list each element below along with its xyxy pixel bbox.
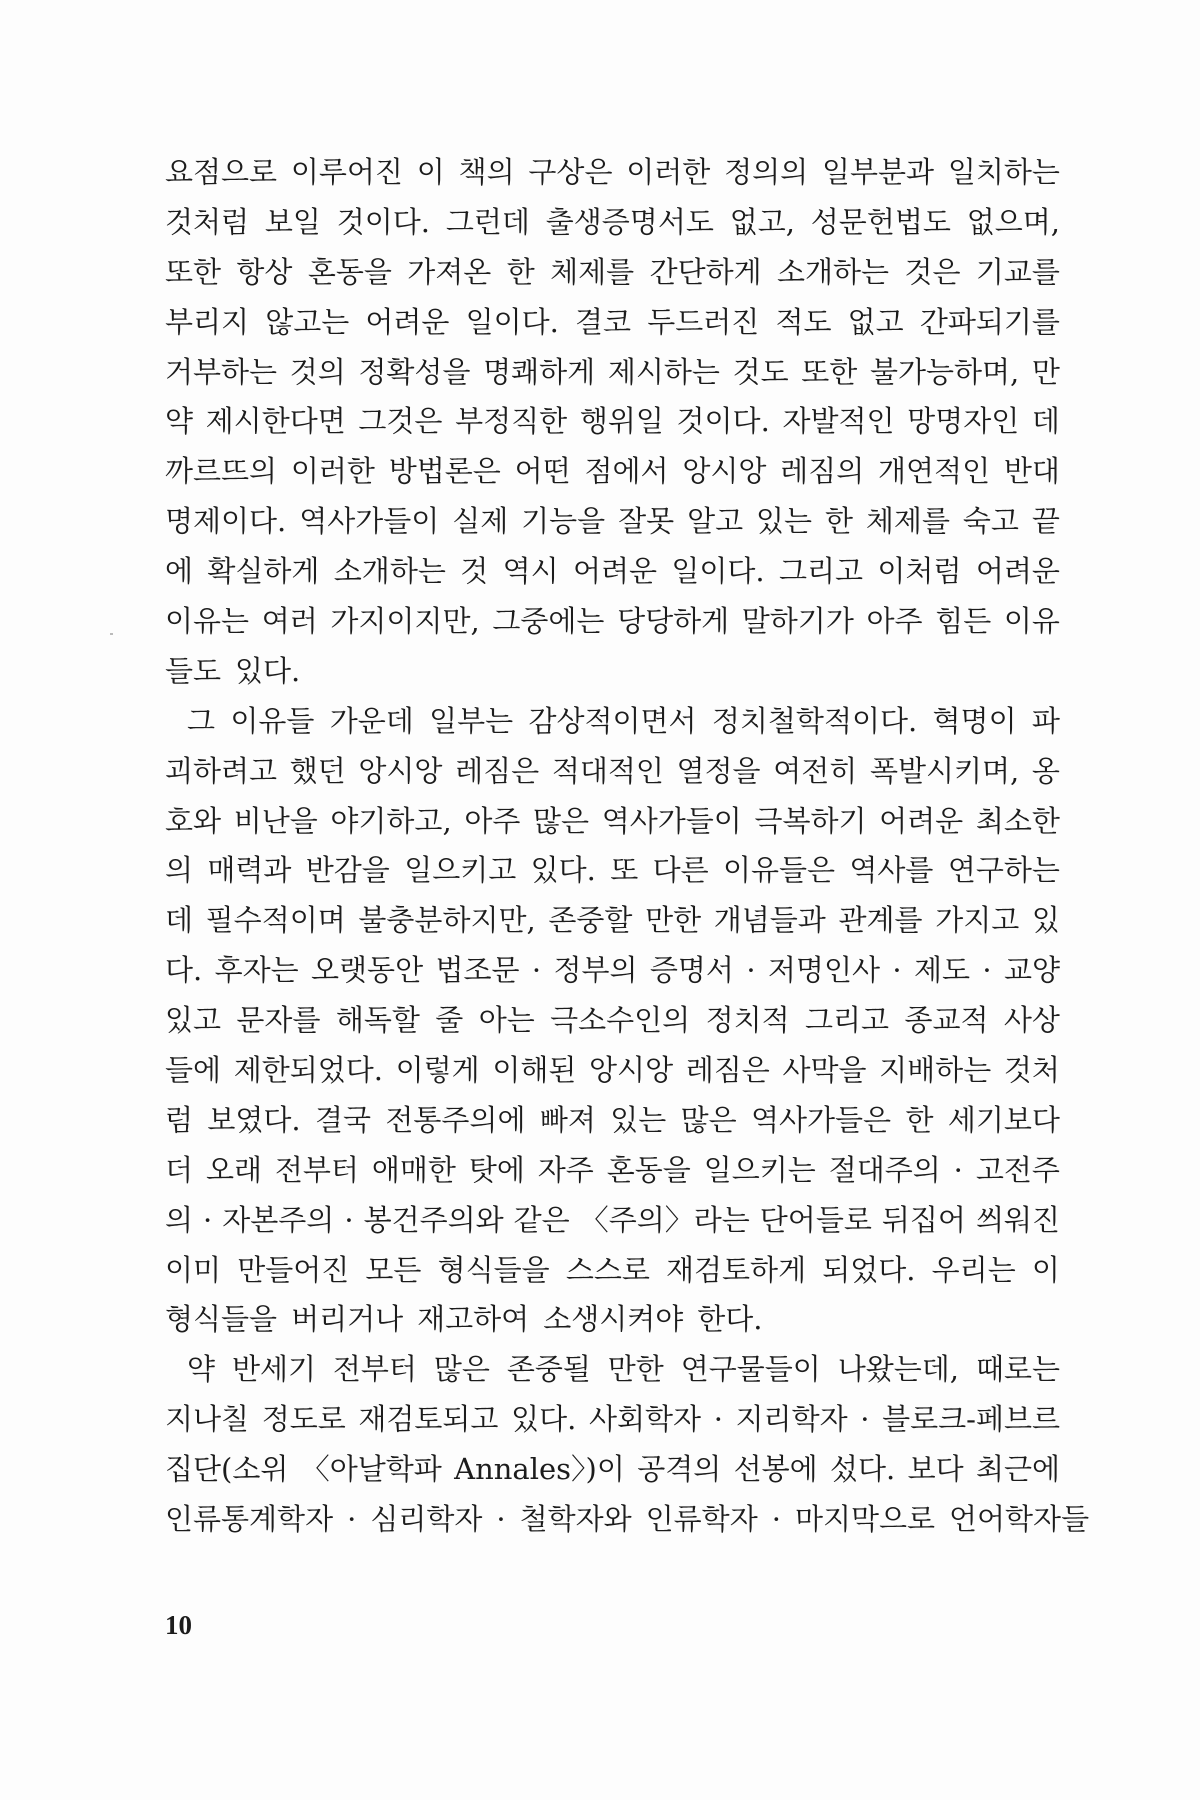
word: 절대주의 xyxy=(828,1152,941,1187)
word: 애매한 xyxy=(371,1152,456,1187)
word: 체제를 xyxy=(865,504,950,539)
word: 재고하여 xyxy=(417,1302,530,1337)
word: 극복하기 xyxy=(754,803,867,838)
word: 한 xyxy=(905,1102,934,1137)
word: 것처럼 xyxy=(165,204,250,239)
word: 간파되기를 xyxy=(919,304,1060,339)
word: 인류통계학자 xyxy=(165,1502,334,1537)
text-line xyxy=(165,348,1060,398)
word: 간단하게 xyxy=(649,254,762,289)
word: 사막을 xyxy=(782,1053,867,1088)
word: 아는 xyxy=(478,1003,535,1038)
paragraph xyxy=(165,148,1060,697)
word: 존중할 xyxy=(548,903,633,938)
text-line xyxy=(165,547,1060,597)
word: 전부터 xyxy=(274,1152,359,1187)
word: 불충분하지만, xyxy=(358,903,536,938)
text-line xyxy=(165,1345,1060,1395)
word: 부정직한 xyxy=(455,404,568,439)
word: 부리지 xyxy=(165,304,250,339)
word: 어려운 xyxy=(879,803,964,838)
word: 만한 xyxy=(645,903,702,938)
word: 봉건주의와 xyxy=(363,1202,504,1237)
word: 단어들로 xyxy=(759,1202,872,1237)
margin-mark xyxy=(110,633,113,635)
word: 가져온 xyxy=(407,254,492,289)
word: 앙시앙 xyxy=(682,454,767,489)
text-line xyxy=(165,946,1060,996)
word: 호와 xyxy=(165,803,222,838)
word: 또한 xyxy=(801,354,858,389)
word: 재검토하게 xyxy=(666,1252,807,1287)
text-line xyxy=(165,198,1060,248)
word: 힘든 xyxy=(935,604,992,639)
word: 이미 xyxy=(165,1252,222,1287)
word: 그런데 xyxy=(445,204,530,239)
word: 괴하려고 xyxy=(165,753,278,788)
word: 앙시앙 xyxy=(358,753,443,788)
paragraph xyxy=(165,1345,1090,1545)
word: 까르뜨의 xyxy=(165,454,278,489)
word: 버리거나 xyxy=(291,1302,404,1337)
word: 역시 xyxy=(502,554,559,589)
word: 최근에 xyxy=(975,1452,1060,1487)
word: 형식들을 xyxy=(165,1302,278,1337)
word: 소개하는 xyxy=(777,254,890,289)
word: 많은 xyxy=(433,1352,490,1387)
word: 불가능하며, xyxy=(869,354,1020,389)
word: 들도 xyxy=(165,653,222,688)
word: 이렇게 xyxy=(395,1053,480,1088)
word: 나왔는데, xyxy=(837,1352,960,1387)
word: 실제 xyxy=(452,504,509,539)
word: · xyxy=(771,1502,781,1537)
word: 관계를 xyxy=(838,903,923,938)
word: · xyxy=(496,1502,506,1537)
word: 재검토되고 xyxy=(358,1402,499,1437)
word: 아주 xyxy=(866,604,923,639)
word: 일부분과 xyxy=(822,155,935,189)
paragraph xyxy=(165,697,1060,1346)
text-line xyxy=(165,497,1060,547)
word: 최소한 xyxy=(975,803,1060,838)
word: 뒤집어 xyxy=(881,1202,966,1237)
word: 선봉에 xyxy=(733,1452,818,1487)
word: 스스로 xyxy=(565,1252,650,1287)
word: · xyxy=(746,953,756,988)
word: · xyxy=(892,953,902,988)
word: 있다. xyxy=(235,653,301,688)
word: · xyxy=(531,953,542,988)
text-line xyxy=(165,397,1060,447)
word: 들에 xyxy=(165,1053,222,1088)
word: 제한되었다. xyxy=(233,1053,383,1088)
word: 일이다. xyxy=(465,304,559,339)
word: 있다. xyxy=(530,853,596,888)
word: 파 xyxy=(1031,703,1060,738)
word: 정치적 xyxy=(705,1003,790,1038)
word: 것이다. xyxy=(336,204,431,239)
word: 심리학자 xyxy=(370,1502,483,1537)
word: 비난을 xyxy=(233,803,318,838)
word: 혼동을 xyxy=(606,1152,691,1187)
word: 여러 xyxy=(261,604,318,639)
word: 역사가들이 xyxy=(601,803,742,838)
word: 앙시앙 xyxy=(589,1053,674,1088)
word: 만들어진 xyxy=(237,1252,350,1287)
word: 우리는 xyxy=(931,1252,1016,1287)
word: 일으키는 xyxy=(703,1152,816,1187)
word: 기능을 xyxy=(521,504,606,539)
word: 문자를 xyxy=(236,1003,321,1038)
word: 보다 xyxy=(907,1452,964,1487)
text-line xyxy=(165,1295,1060,1345)
word: 않고는 xyxy=(265,304,350,339)
word: 있 xyxy=(1031,903,1060,938)
word: 같은 xyxy=(513,1202,570,1237)
word: 아주 xyxy=(464,803,521,838)
word: 이처럼 xyxy=(877,554,962,589)
word: 일치하는 xyxy=(947,155,1060,189)
word: 빠져 xyxy=(539,1102,596,1137)
word: 더 xyxy=(165,1152,194,1187)
text-line xyxy=(165,1495,1090,1545)
word: 제시하는 xyxy=(607,354,720,389)
word: · xyxy=(953,1152,963,1187)
word: 것은 xyxy=(904,254,961,289)
word: 때로는 xyxy=(975,1352,1060,1387)
word: 고전주 xyxy=(975,1152,1060,1187)
word: 감상적이면서 xyxy=(528,703,697,738)
word: 에 xyxy=(165,554,194,589)
text-line xyxy=(165,1445,1060,1495)
word: 전통주의에 xyxy=(385,1102,526,1137)
word: 것이다. xyxy=(676,404,770,439)
word: 요점으로 xyxy=(165,155,278,189)
word: 명제이다. xyxy=(165,504,287,539)
word: 〈아날학파 xyxy=(300,1452,442,1487)
word: 이 xyxy=(416,155,445,189)
word: 자발적인 xyxy=(782,404,895,439)
text-line xyxy=(165,697,1060,747)
word: 것의 xyxy=(289,354,346,389)
word: 세기보다 xyxy=(947,1102,1060,1137)
word: 연구하는 xyxy=(947,853,1060,888)
word: 어려운 xyxy=(975,554,1060,589)
word: 점에서 xyxy=(584,454,669,489)
text-line xyxy=(165,896,1060,946)
word: 역사가들은 xyxy=(751,1102,892,1137)
word: 가지이지만, xyxy=(330,604,480,639)
word: 없으며, xyxy=(966,204,1060,239)
word: 결국 xyxy=(315,1102,372,1137)
word: 이 xyxy=(1031,1252,1060,1287)
word: 제시한다면 xyxy=(205,404,346,439)
word: 많은 xyxy=(533,803,590,838)
word: 소생시켜야 xyxy=(543,1302,684,1337)
word: 사회학자 xyxy=(588,1402,702,1437)
word: 다른 xyxy=(652,853,709,888)
word: 모든 xyxy=(365,1252,422,1287)
word: 그것은 xyxy=(358,404,443,439)
word: 그리고 xyxy=(779,554,864,589)
word: · xyxy=(982,953,992,988)
word: 것 xyxy=(460,554,489,589)
word: 증명서 xyxy=(649,953,734,988)
word: 정의의 xyxy=(724,155,809,189)
word: 또한 xyxy=(165,254,222,289)
text-line xyxy=(165,1196,1060,1246)
word: 정치철학적이다. xyxy=(711,703,918,738)
word: 기교를 xyxy=(975,254,1060,289)
word: 적도 xyxy=(775,304,832,339)
word: 있는 xyxy=(610,1102,667,1137)
text-line xyxy=(165,298,1060,348)
text-line xyxy=(165,846,1060,896)
word: 역사가들이 xyxy=(299,504,440,539)
word: 혼동을 xyxy=(307,254,392,289)
word: 또 xyxy=(610,853,639,888)
word: 데 xyxy=(165,903,194,938)
word: 레짐의 xyxy=(780,454,865,489)
word: 인류학자 xyxy=(645,1502,758,1537)
word: 일부는 xyxy=(429,703,514,738)
word: 약 xyxy=(187,1352,216,1387)
word: 집단(소위 xyxy=(165,1452,289,1487)
word: · xyxy=(713,1402,723,1437)
word: 의 xyxy=(165,1202,194,1237)
word: 가운데 xyxy=(329,703,414,738)
word: 항상 xyxy=(236,254,293,289)
word: 책의 xyxy=(458,155,515,189)
word: 열정을 xyxy=(676,753,761,788)
word: 필수적이며 xyxy=(205,903,346,938)
word: 일이다. xyxy=(671,554,765,589)
word: 이루어진 xyxy=(290,155,403,189)
word: 없고 xyxy=(847,304,904,339)
text-line xyxy=(165,1395,1060,1445)
word: 혁명이 xyxy=(932,703,1017,738)
word: 탓에 xyxy=(468,1152,525,1187)
word: 자주 xyxy=(537,1152,594,1187)
word: 일으키고 xyxy=(404,853,517,888)
text-line xyxy=(165,1096,1060,1146)
word: 없고, xyxy=(729,204,795,239)
word: 있고 xyxy=(165,1003,222,1038)
word: 약 xyxy=(165,404,194,439)
word: 레짐은 xyxy=(455,753,540,788)
word: · xyxy=(344,1202,354,1237)
word: 철학자와 xyxy=(519,1502,632,1537)
word: 있다. xyxy=(511,1402,577,1437)
word: 있는 xyxy=(756,504,813,539)
word: 오래 xyxy=(205,1152,262,1187)
word: 정도로 xyxy=(261,1402,346,1437)
word: 끝 xyxy=(1031,504,1060,539)
word: 지배하는 xyxy=(879,1053,992,1088)
word: 어려운 xyxy=(365,304,450,339)
word: 줄 xyxy=(435,1003,464,1038)
word: 한 xyxy=(824,504,853,539)
word: 저명인사 xyxy=(767,953,880,988)
word: 반대 xyxy=(1003,454,1060,489)
word: 마지막으로 xyxy=(794,1502,936,1537)
body-text xyxy=(165,148,1090,1545)
text-line xyxy=(165,148,1060,198)
word: 이유들 xyxy=(230,703,315,738)
word: 개념들과 xyxy=(713,903,826,938)
word: 종교적 xyxy=(904,1003,989,1038)
word: 확실하게 xyxy=(207,554,320,589)
word: 형식들을 xyxy=(437,1252,550,1287)
word: 럼 xyxy=(165,1102,194,1137)
word: 해독할 xyxy=(335,1003,420,1038)
word: 이유 xyxy=(1003,604,1060,639)
word: 구상은 xyxy=(528,155,613,189)
text-line xyxy=(165,1046,1060,1096)
word: 정부의 xyxy=(553,953,638,988)
word: 야기하고, xyxy=(330,803,452,838)
word: 출생증명서도 xyxy=(545,204,714,239)
word: 후자는 xyxy=(214,953,299,988)
word: 체제를 xyxy=(550,254,635,289)
word: 거부하는 xyxy=(165,354,278,389)
word: 방법론은 xyxy=(388,454,501,489)
word: 개연적인 xyxy=(878,454,991,489)
word: 적대적인 xyxy=(551,753,664,788)
word: 씌워진 xyxy=(975,1202,1060,1237)
word: 존중될 xyxy=(506,1352,591,1387)
word: 제도 xyxy=(913,953,970,988)
word: 지나칠 xyxy=(165,1402,250,1437)
word: 망명자인 xyxy=(907,404,1020,439)
word: 숙고 xyxy=(962,504,1019,539)
word: 레짐은 xyxy=(685,1053,770,1088)
word: 〈주의〉라는 xyxy=(579,1202,750,1237)
word: 섰다. xyxy=(829,1452,896,1487)
word: 이러한 xyxy=(626,155,711,189)
text-line xyxy=(165,797,1060,847)
word: 여전히 xyxy=(773,753,858,788)
word: 만한 xyxy=(607,1352,664,1387)
word: · xyxy=(347,1502,357,1537)
word: 전부터 xyxy=(332,1352,417,1387)
word: 반세기 xyxy=(231,1352,316,1387)
word: · xyxy=(203,1202,213,1237)
text-line xyxy=(165,747,1060,797)
word: · xyxy=(860,1402,870,1437)
word: 정확성을 xyxy=(358,354,471,389)
word: 명쾌하게 xyxy=(483,354,596,389)
word: 법조문 xyxy=(435,953,520,988)
word: 공격의 xyxy=(637,1452,722,1487)
word: 오랫동안 xyxy=(311,953,424,988)
word: 두드러진 xyxy=(647,304,760,339)
word: 지리학자 xyxy=(735,1402,848,1437)
word: 매력과 xyxy=(207,853,292,888)
word: Annales〉)이 xyxy=(454,1452,625,1487)
word: 가지고 xyxy=(935,903,1020,938)
word: 데 xyxy=(1031,404,1060,439)
word: 역사를 xyxy=(849,853,934,888)
word: 것도 xyxy=(732,354,789,389)
text-line xyxy=(165,647,1060,697)
word: 연구물들이 xyxy=(680,1352,821,1387)
word: 것처 xyxy=(1003,1053,1060,1088)
word: 보였다. xyxy=(207,1102,301,1137)
word: 블로크-페브르 xyxy=(882,1402,1060,1437)
word: 한 xyxy=(506,254,535,289)
word: 많은 xyxy=(680,1102,737,1137)
word: 어떤 xyxy=(514,454,571,489)
word: 이유는 xyxy=(165,604,250,639)
word: 성문헌법도 xyxy=(810,204,951,239)
word: 행위일 xyxy=(579,404,664,439)
word: 했던 xyxy=(289,753,346,788)
word: 결코 xyxy=(575,304,632,339)
text-line xyxy=(165,1146,1060,1196)
word: 한다. xyxy=(697,1302,763,1337)
page-number: 10 xyxy=(165,1610,192,1640)
word: 이유들은 xyxy=(722,853,836,888)
word: 그 xyxy=(187,703,216,738)
word: 만 xyxy=(1031,354,1060,389)
word: 교양 xyxy=(1003,953,1060,988)
word: 이러한 xyxy=(290,454,375,489)
word: 이해된 xyxy=(492,1053,577,1088)
word: 극소수인의 xyxy=(550,1003,691,1038)
word: 의 xyxy=(165,853,194,888)
word: 소개하는 xyxy=(333,554,446,589)
word: 당당하게 xyxy=(617,604,730,639)
word: 다. xyxy=(165,953,203,988)
text-line xyxy=(165,597,1060,647)
word: 잘못 xyxy=(618,504,675,539)
text-line xyxy=(165,248,1060,298)
word: 폭발시키며, xyxy=(869,753,1020,788)
word: 어려운 xyxy=(572,554,658,589)
word: 언어학자들 xyxy=(949,1502,1090,1537)
text-line xyxy=(165,447,1060,497)
word: 그중에는 xyxy=(492,604,605,639)
word: 알고 xyxy=(687,504,744,539)
word: 반감을 xyxy=(305,853,390,888)
word: 보일 xyxy=(264,204,321,239)
text-line xyxy=(165,1246,1060,1296)
text-line xyxy=(165,996,1060,1046)
word: 말하기가 xyxy=(741,604,854,639)
word: 옹 xyxy=(1031,753,1060,788)
word: 그리고 xyxy=(805,1003,890,1038)
word: 사상 xyxy=(1003,1003,1060,1038)
word: 되었다. xyxy=(822,1252,916,1287)
word: 자본주의 xyxy=(222,1202,335,1237)
